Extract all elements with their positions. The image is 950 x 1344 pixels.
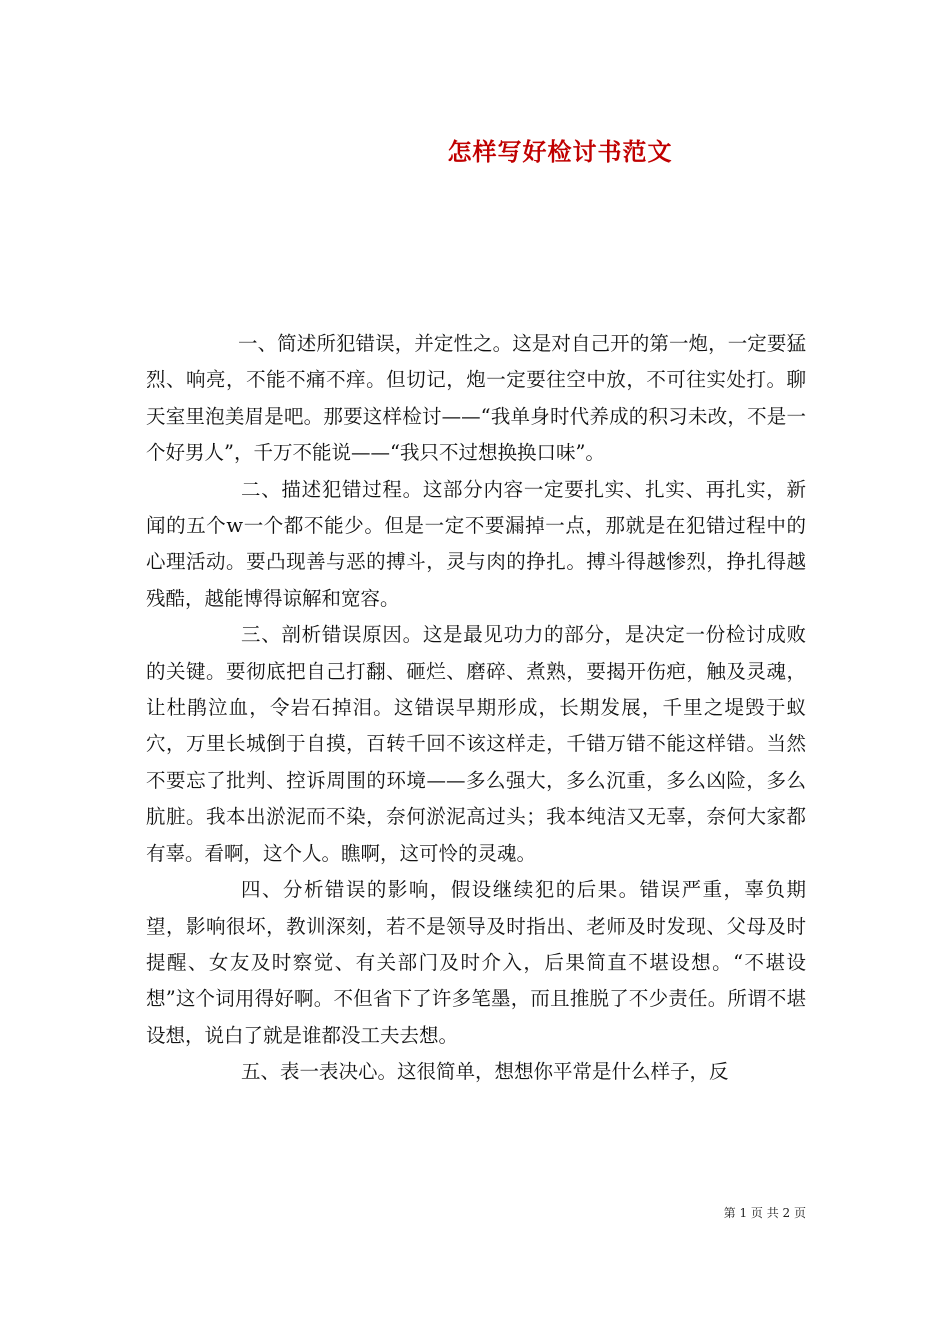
page-title: 怎样写好检讨书范文	[447, 137, 673, 166]
document-body	[146, 326, 806, 1091]
paragraph-3: 三、剖析错误原因。这是最见功力的部分，是决定一份检讨成败的关键。要彻底把自己打翻、砸烂、磨碎、煮熟，要揭开伤疤，触及灵魂，让杜鹃泣血，令岩石掉泪。这错误早期形成，长期发展，千里之堤毁于蚁穴，万里长城倒于自摸，百转千回不该这样走，千错万错不能这样错。当然不要忘了批判、控诉周围的环境——多么强大，多么沉重，多么凶险，多么肮脏。我本出淤泥而不染，奈何淤泥高过头；我本纯洁又无辜，奈何大家都有辜。看啊，这个人。瞧啊，这可怜的灵魂。	[146, 623, 806, 865]
paragraph-4: 四、分析错误的影响，假设继续犯的后果。错误严重，辜负期望，影响很坏，教训深刻，若不是领导及时指出、老师及时发现、父母及时提醒、女友及时察觉、有关部门及时介入，后果简直不堪设想。“不堪设想”这个词用得好啊。不但省下了许多笔墨，而且推脱了不少责任。所谓不堪设想，说白了就是谁都没工夫去想。	[146, 878, 806, 1047]
paragraph-5: 五、表一表决心。这很简单，想想你平常是什么样子，反	[241, 1060, 729, 1084]
paragraph-1: 一、简述所犯错误，并定性之。这是对自己开的第一炮，一定要猛烈、响亮，不能不痛不痒。但切记，炮一定要往空中放，不可往实处打。聊天室里泡美眉是吧。那要这样检讨——“我单身时代养成的积习未改，不是一个好男人”，千万不能说——“我只不过想换换口味”。	[146, 332, 806, 465]
paragraph-2: 二、描述犯错过程。这部分内容一定要扎实、扎实、再扎实，新闻的五个w一个都不能少。但是一定不要漏掉一点，那就是在犯错过程中的心理活动。要凸现善与恶的搏斗，灵与肉的挣扎。搏斗得越惨烈，挣扎得越残酷，越能博得谅解和宽容。	[146, 477, 806, 610]
page-footer: 第 1 页 共 2 页	[723, 1206, 806, 1220]
